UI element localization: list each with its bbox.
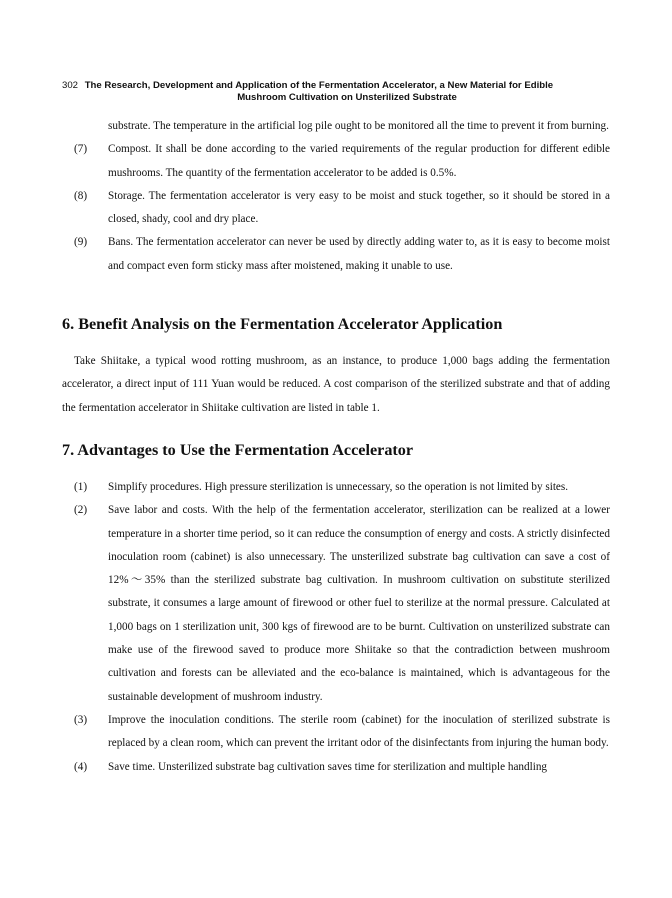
list-item-number: (7) [74,143,88,156]
list-continued [62,115,610,278]
section-7-list [62,476,610,779]
list-item [62,185,610,232]
list-item [62,499,610,709]
section-7-heading: 7. Advantages to Use the Fermentation Accelerator [62,441,414,459]
running-title-line1: The Research, Development and Application of the Fermentation Accelerator, a New Material for Edible [84,80,554,91]
list-item-text: Bans. The fermentation accelerator can never be used by directly adding water to, as it is easy to become moist and compact even form sticky mass after moistened, making it unable to use. [108,236,610,272]
list-item [62,476,610,499]
list-item-text: Save labor and costs. With the help of the fermentation accelerator, sterilization can be realized at a lower temperature in a shorter time period, so it can reduce the consumption of energy and costs. A strictly disinfected inoculation room (cabinet) is also unnecessary. The unsterilized substrate bag cultivation can save a cost of 12%～35% than the sterilized substrate bag cultivation. In mushroom cultivation on substitute sterilized substrate, it consumes a large amount of firewood or other fuel to sterilize at the normal pressure. Calculated at 1,000 bags on 1 sterilization unit, 300 kgs of firewood are to be burnt. Cultivation on unsterilized substrate can make use of the firewood saved to produce more Shiitake so that the contradiction between mushroom cultivation and forests can be alleviated and the eco-balance is maintained, which is advantageous for the sustainable development of mushroom industry. [108,504,610,703]
list-item-text: Save time. Unsterilized substrate bag cultivation saves time for sterilization and multiple handling [108,760,548,773]
list-item-number: (9) [74,236,88,249]
list-item [62,231,610,278]
list-item-number: (1) [74,481,88,493]
list-item-number: (8) [74,189,88,202]
page-number: 302 [62,80,79,91]
list-item-text: Compost. It shall be done according to the varied requirements of the regular production for different edible mushrooms. The quantity of the fermentation accelerator to be added is 0.5%. [108,143,610,179]
list-item [62,709,610,756]
list-item-text: Storage. The fermentation accelerator is very easy to be moist and stuck together, so it should be stored in a closed, shady, cool and dry place. [108,189,610,226]
list-item-number: (3) [74,713,88,726]
continued-paragraph: substrate. The temperature in the artificial log pile ought to be monitored all the time to prevent it from burning. [108,120,609,132]
list-item-number: (2) [74,504,88,517]
list-item-number: (4) [74,760,88,773]
section-6-heading: 6. Benefit Analysis on the Fermentation Accelerator Application [62,315,503,333]
list-item-text: Simplify procedures. High pressure sterilization is unnecessary, so the operation is not limited by sites. [108,481,569,493]
section-6-paragraph: Take Shiitake, a typical wood rotting mushroom, as an instance, to produce 1,000 bags adding the fermentation accelerator, a direct input of 111 Yuan would be reduced. A cost comparison of the sterilized substrate and that of adding the fermentation accelerator in Shiitake cultivation are listed in table 1. [62,355,610,414]
list-item [62,756,610,779]
list-item [62,138,610,185]
list-item-text: Improve the inoculation conditions. The sterile room (cabinet) for the inoculation of sterilized substrate is replaced by a clean room, which can prevent the irritant odor of the disinfectants from injuring the human body. [108,713,610,750]
running-title-line2: Mushroom Cultivation on Unsterilized Substrate [237,92,457,103]
running-header [62,80,622,104]
